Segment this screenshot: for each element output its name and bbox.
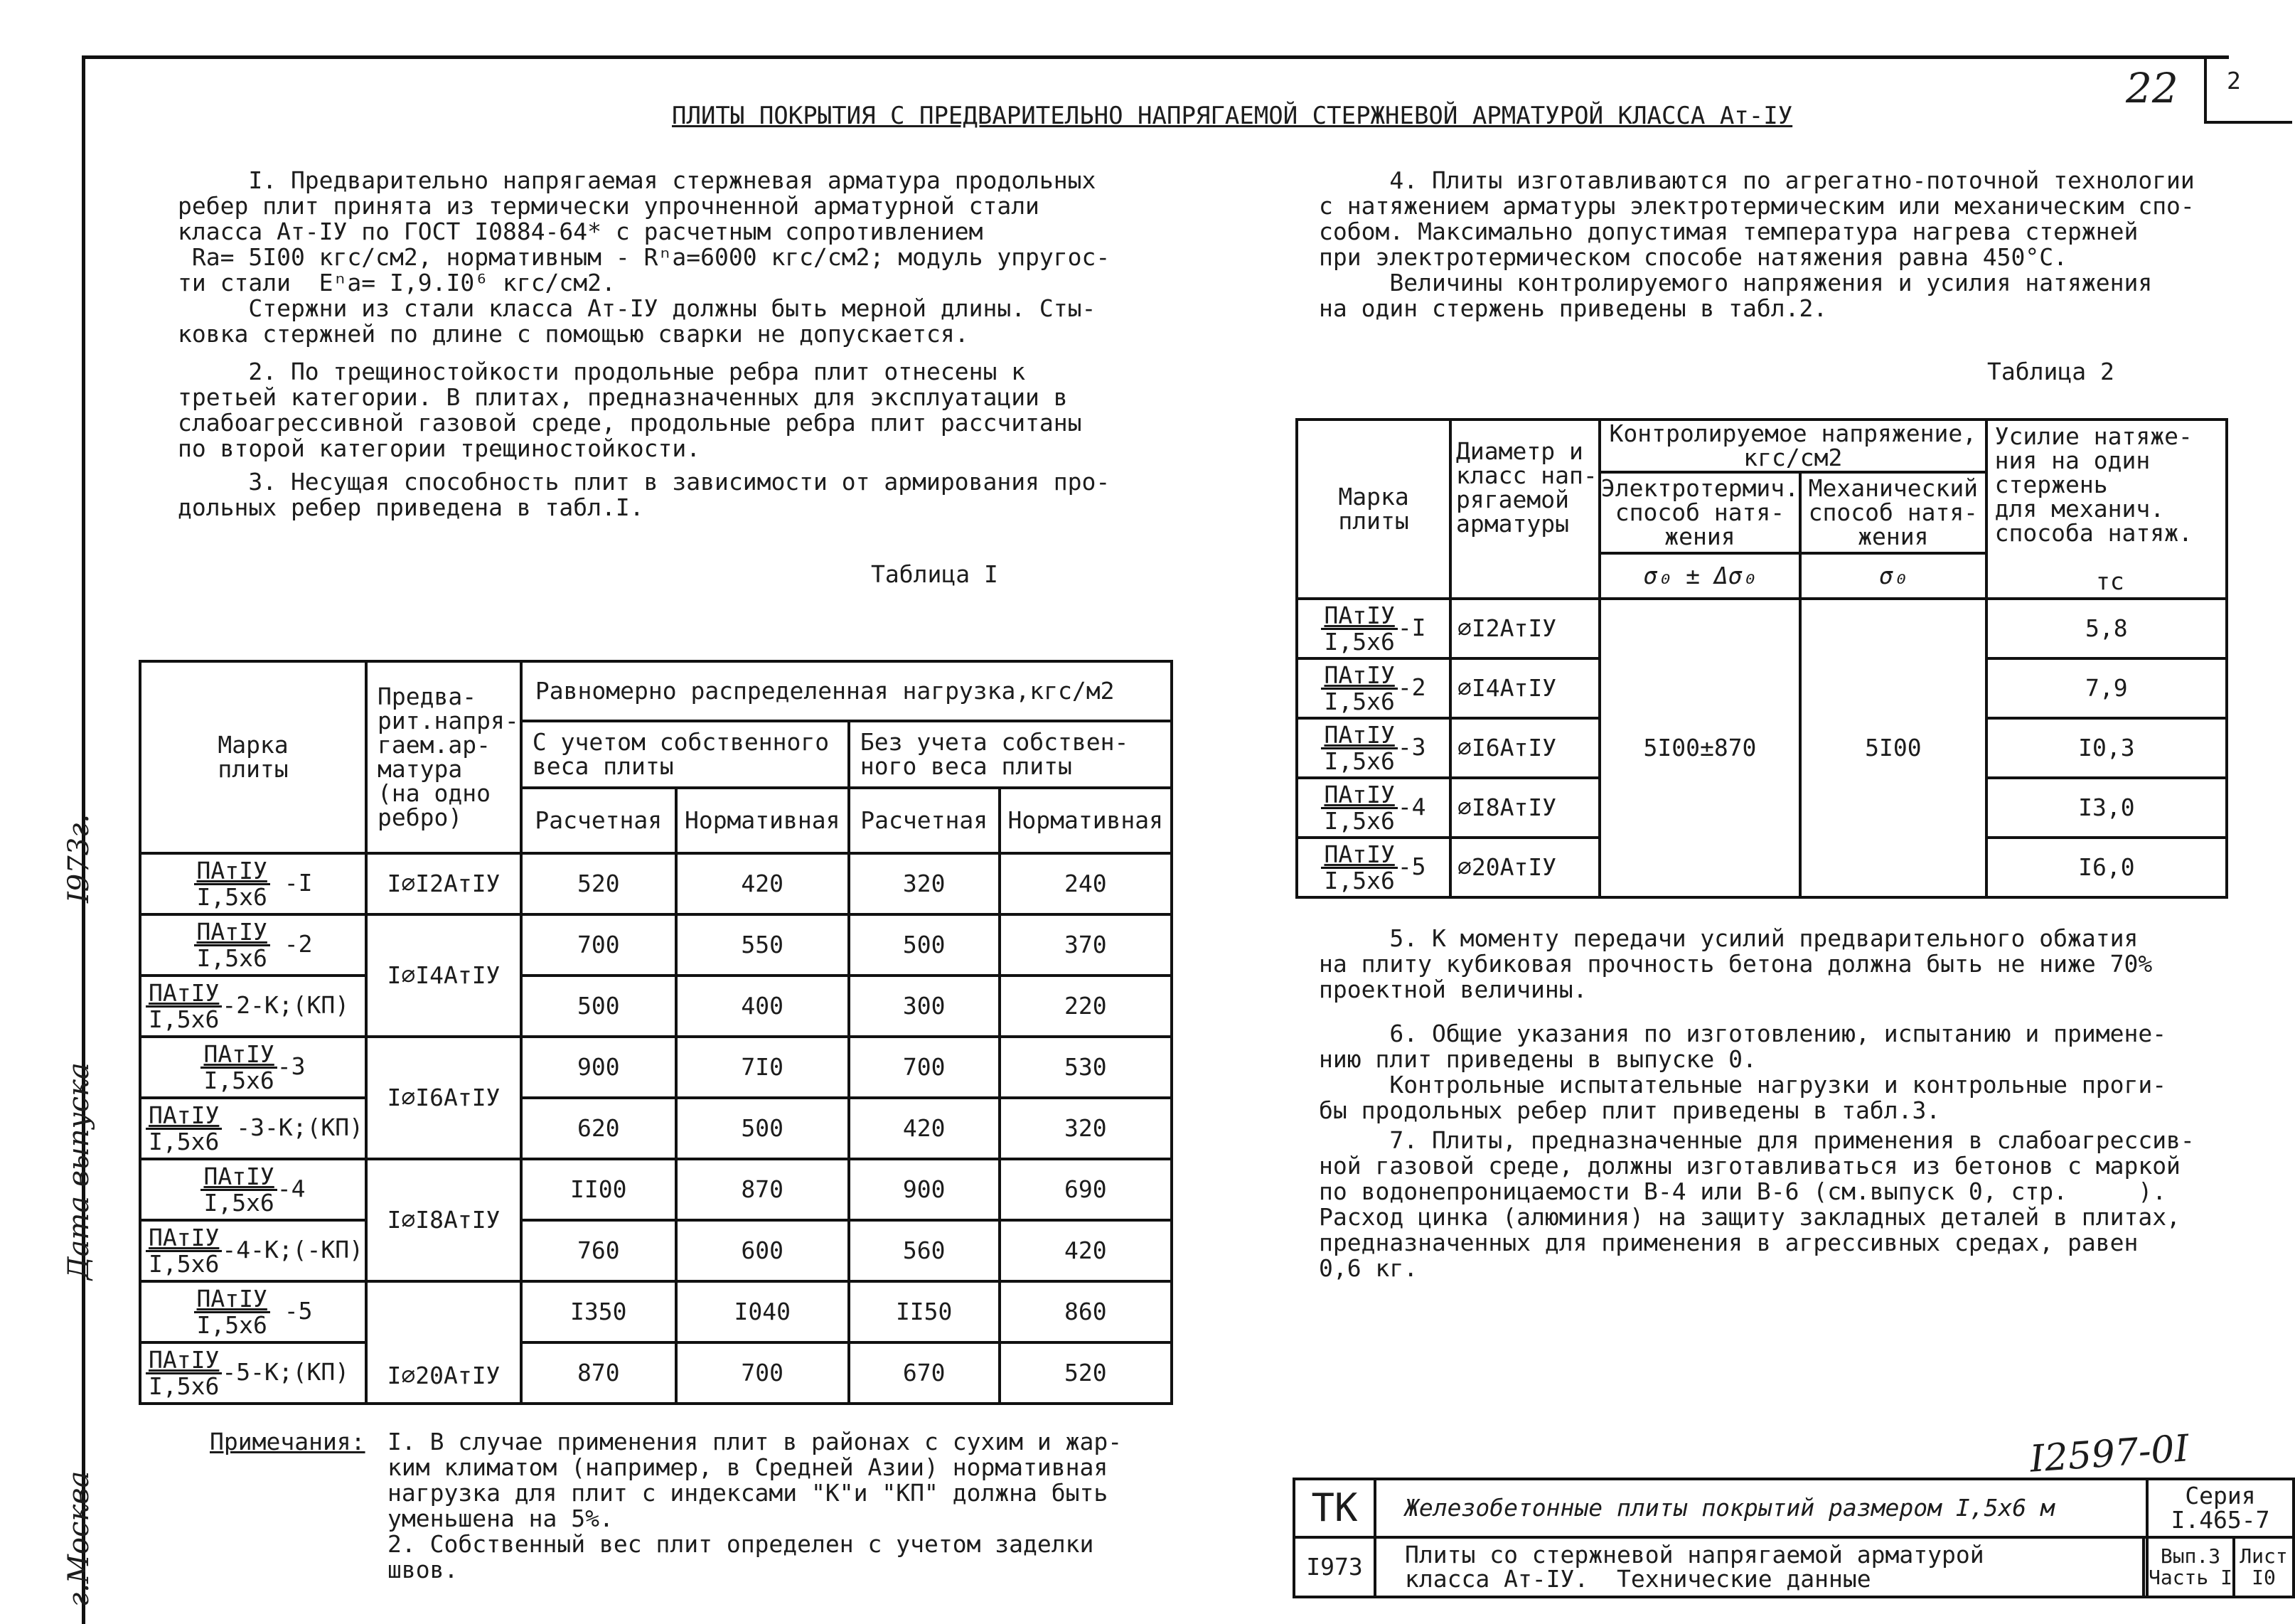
t2-header-mech: Механический способ натя- жения: [1800, 472, 1986, 553]
t1-value-cell: 520: [1000, 1342, 1172, 1404]
t1-rebar-cell: I∅I6АтIУ: [366, 1037, 521, 1159]
mark-denominator: I,5x6: [196, 882, 267, 911]
t1-mark-cell: [140, 1342, 366, 1404]
t2-header-force-unit: тс: [2095, 567, 2124, 595]
paragraph-6: 6. Общие указания по изготовлению, испытанию и примене- нию плит приведены в выпуске 0. Контрольные испытательные нагрузки и контрольные проги- бы продольных ребер плит приведены в табл.3.: [1319, 1020, 2167, 1124]
mark-suffix: -5: [1397, 852, 1426, 880]
t2-force-cell: I6,0: [1986, 838, 2227, 897]
t2-electro-value: 5I00±870: [1600, 599, 1800, 897]
mark-denominator: I,5x6: [196, 944, 267, 972]
mark-denominator: I,5x6: [1324, 747, 1395, 775]
t2-header-diameter: Диаметр и класс нап- рягаемой арматуры: [1450, 420, 1600, 599]
table-row: [1297, 599, 2227, 658]
paragraph-1: I. Предварительно напрягаемая стержневая арматура продольных ребер плит принята из термически упрочненной арматурной стали класса Ат-IУ по ГОСТ I0884-64* с расчетным сопротивлением Rа= 5I00 кгс/см2, нормативным - Rⁿа=6000 кгс/см2; модуль упругос- ти стали Eⁿа= I,9.I0⁶ кгс/см2. Стержни из стали класса Ат-IУ должны быть мерной длины. Сты- ковка стержней по длине с помощью сварки не допускается.: [178, 166, 1111, 348]
t1-value-cell: 500: [849, 914, 1000, 976]
t1-mark-cell: [140, 1281, 366, 1342]
mark-numerator: ПАтIУ: [1321, 843, 1397, 869]
frame-top-line: [82, 55, 2229, 59]
t1-header-mark: Марка плиты: [140, 661, 366, 853]
mark-denominator: I,5x6: [1324, 806, 1395, 835]
t1-mark-cell: [140, 853, 366, 914]
mark-denominator: I,5x6: [203, 1066, 274, 1094]
mark-suffix: -4: [277, 1174, 306, 1202]
notes-label: Примечания:: [210, 1428, 365, 1455]
t2-mark-cell: [1297, 778, 1450, 838]
t1-value-cell: 420: [676, 853, 849, 914]
t1-mark-cell: [140, 976, 366, 1037]
t1-value-cell: 670: [849, 1342, 1000, 1404]
stamp-title-1: Железобетонные плиты покрытий размером I,5x6 м: [1375, 1479, 2147, 1537]
t1-value-cell: 860: [1000, 1281, 1172, 1342]
stamp-list: [2234, 1537, 2294, 1597]
t1-header-load: Равномерно распределенная нагрузка,кгс/м2: [521, 661, 1172, 721]
mark-denominator: I,5x6: [203, 1188, 274, 1217]
t1-value-cell: 560: [849, 1220, 1000, 1281]
t1-value-cell: 320: [1000, 1098, 1172, 1159]
page-title: ПЛИТЫ ПОКРЫТИЯ С ПРЕДВАРИТЕЛЬНО НАПРЯГАЕМОЙ СТЕРЖНЕВОЙ АРМАТУРОЙ КЛАССА Ат-IУ: [672, 102, 1793, 130]
mark-suffix: -5: [269, 1296, 313, 1325]
t1-value-cell: II00: [521, 1159, 676, 1220]
t1-value-cell: 700: [849, 1037, 1000, 1098]
t1-rebar-cell: I∅20АтIУ: [366, 1281, 521, 1404]
t1-value-cell: 240: [1000, 853, 1172, 914]
t1-header-calc-2: Расчетная: [849, 788, 1000, 853]
page-number: 22: [2126, 64, 2178, 112]
table-row: [140, 853, 1172, 914]
t1-value-cell: 700: [521, 914, 676, 976]
t1-mark-cell: [140, 1220, 366, 1281]
t1-value-cell: 220: [1000, 976, 1172, 1037]
t2-force-cell: I0,3: [1986, 718, 2227, 778]
t2-diameter-cell: ∅20АтIУ: [1450, 838, 1600, 897]
paragraph-3: 3. Несущая способность плит в зависимости от армирования про- дольных ребер приведена в табл.I.: [178, 468, 1111, 521]
mark-denominator: I,5x6: [196, 1310, 267, 1339]
mark-numerator: ПАтIУ: [194, 859, 270, 885]
t2-header-electro-symbol: σ₀ ± Δσ₀: [1600, 553, 1800, 599]
t1-value-cell: 500: [676, 1098, 849, 1159]
table-row: [140, 1159, 1172, 1220]
mark-numerator: ПАтIУ: [200, 1042, 277, 1069]
t1-mark-cell: [140, 1159, 366, 1220]
t1-value-cell: 530: [1000, 1037, 1172, 1098]
mark-suffix: -5-К;(КП): [222, 1357, 350, 1386]
mark-denominator: I,5x6: [1324, 687, 1395, 715]
document-number: I2597-0I: [2028, 1427, 2190, 1481]
mark-suffix: -2: [1397, 673, 1426, 701]
t2-header-mech-symbol: σ₀: [1800, 553, 1986, 599]
mark-suffix: -2: [269, 929, 313, 958]
mark-denominator: I,5x6: [149, 1005, 220, 1033]
table-2: [1295, 418, 2228, 899]
t1-mark-cell: [140, 1098, 366, 1159]
table-row: [140, 914, 1172, 976]
t1-rebar-cell: I∅I2АтIУ: [366, 853, 521, 914]
sidebar-year: I973г.: [63, 813, 95, 903]
sidebar-date-label: Дата выпуска: [63, 1062, 95, 1280]
t2-mark-cell: [1297, 838, 1450, 897]
table-row: [140, 1098, 1172, 1159]
mark-numerator: ПАтIУ: [200, 1165, 277, 1191]
t1-header-with-weight: С учетом собственного веса плиты: [521, 721, 849, 788]
mark-suffix: -3: [277, 1052, 306, 1080]
mark-suffix: -I: [1397, 613, 1426, 641]
t1-value-cell: 870: [521, 1342, 676, 1404]
table-row: [140, 976, 1172, 1037]
paragraph-7: 7. Плиты, предназначенные для применения в слабоагрессив- ной газовой среде, должны изготавливаться из бетонов с маркой по водонепроницаемости В-4 или В-6 (см.выпуск 0, стр. ). Расход цинка (алюминия) на защиту закладных деталей в плитах, предназначенных для применения в агрессивных средах, равен 0,6 кг.: [1319, 1126, 2195, 1282]
stamp-tk: ТК: [1294, 1479, 1375, 1537]
t1-value-cell: 900: [849, 1159, 1000, 1220]
stamp-list-value: I0: [2252, 1566, 2276, 1589]
t1-value-cell: 7I0: [676, 1037, 849, 1098]
stamp-year: I973: [1294, 1537, 1375, 1597]
title-block: [1293, 1478, 2295, 1598]
stamp-series-label: Серия: [2185, 1482, 2256, 1510]
stamp-list-label: Лист: [2240, 1544, 2288, 1568]
table-row: [140, 1342, 1172, 1404]
mark-suffix: -3-К;(КП): [222, 1113, 364, 1141]
t2-header-electro: Электротермич. способ натя- жения: [1600, 472, 1800, 553]
mark-suffix: -4: [1397, 792, 1426, 821]
t1-value-cell: 550: [676, 914, 849, 976]
t2-force-cell: I3,0: [1986, 778, 2227, 838]
t1-header-without-weight: Без учета собствен- ного веса плиты: [849, 721, 1172, 788]
table-row: [140, 1037, 1172, 1098]
mark-numerator: ПАтIУ: [1321, 723, 1397, 749]
t2-header-force: [1986, 420, 2227, 599]
t1-value-cell: 620: [521, 1098, 676, 1159]
t1-value-cell: I350: [521, 1281, 676, 1342]
paragraph-4: 4. Плиты изготавливаются по агрегатно-поточной технологии с натяжением арматуры электротермическим или механическим спо- собом. Максимально допустимая температура нагрева стержней при электротермическом способе натяжения равна 450°С. Величины контролируемого напряжения и усилия натяжения на один стержень приведены в табл.2.: [1319, 166, 2195, 322]
mark-denominator: I,5x6: [149, 1372, 220, 1400]
mark-numerator: ПАтIУ: [146, 1226, 222, 1252]
mark-suffix: -2-К;(КП): [222, 990, 350, 1019]
t1-value-cell: II50: [849, 1281, 1000, 1342]
t2-force-cell: 7,9: [1986, 658, 2227, 718]
t1-header-calc-1: Расчетная: [521, 788, 676, 853]
t2-diameter-cell: ∅I4АтIУ: [1450, 658, 1600, 718]
t1-header-rebar: Предва- рит.напря- гаем.ар- матура (на одно ребро): [366, 661, 521, 853]
paragraph-2: 2. По трещиностойкости продольные ребра плит отнесены к третьей категории. В плитах, предназначенных для эксплуатации в слабоагрессивной газовой среде, продольные ребра плит рассчитаны по второй категории трещиностойкости.: [178, 358, 1082, 462]
mark-numerator: ПАтIУ: [194, 1287, 270, 1313]
mark-suffix: -3: [1397, 732, 1426, 761]
t2-mark-cell: [1297, 599, 1450, 658]
mark-numerator: ПАтIУ: [146, 1104, 222, 1130]
t2-header-force-text: Усилие натяже- ния на один стержень для механич. способа натяж.: [1994, 422, 2193, 547]
t2-diameter-cell: ∅I2АтIУ: [1450, 599, 1600, 658]
t1-value-cell: 900: [521, 1037, 676, 1098]
t1-value-cell: 420: [849, 1098, 1000, 1159]
mark-denominator: I,5x6: [149, 1127, 220, 1155]
t2-diameter-cell: ∅I6АтIУ: [1450, 718, 1600, 778]
t1-header-norm-2: Нормативная: [1000, 788, 1172, 853]
t1-value-cell: 400: [676, 976, 849, 1037]
mark-suffix: -I: [269, 868, 313, 897]
stamp-title-2: Плиты со стержневой напрягаемой арматурой класса Ат-IУ. Технические данные: [1375, 1537, 2144, 1597]
t1-value-cell: 320: [849, 853, 1000, 914]
sheet-corner-number: 2: [2227, 67, 2241, 95]
mark-suffix: -4-К;(-КП): [222, 1235, 364, 1264]
t2-header-control: Контролируемое напряжение, кгс/см2: [1600, 420, 1986, 472]
t2-mech-value: 5I00: [1800, 599, 1986, 897]
t2-mark-cell: [1297, 718, 1450, 778]
table-row: [140, 1220, 1172, 1281]
mark-numerator: ПАтIУ: [146, 1348, 222, 1374]
mark-numerator: ПАтIУ: [1321, 663, 1397, 690]
table1-caption: Таблица I: [871, 560, 998, 588]
t1-value-cell: 420: [1000, 1220, 1172, 1281]
t2-mark-cell: [1297, 658, 1450, 718]
t2-header-mark: Марка плиты: [1297, 420, 1450, 599]
t1-value-cell: 600: [676, 1220, 849, 1281]
t1-value-cell: 370: [1000, 914, 1172, 976]
notes-text: I. В случае применения плит в районах с сухим и жар- ким климатом (например, в Средней Азии) нормативная нагрузка для плит с индексами "К"и "КП" должна быть уменьшена на 5%. 2. Собственный вес плит определен с учетом заделки швов.: [387, 1428, 1123, 1583]
mark-denominator: I,5x6: [1324, 627, 1395, 656]
table2-caption: Таблица 2: [1987, 358, 2114, 385]
t1-value-cell: 700: [676, 1342, 849, 1404]
t1-value-cell: 870: [676, 1159, 849, 1220]
t1-rebar-cell: I∅I8АтIУ: [366, 1159, 521, 1281]
table-row: [140, 1281, 1172, 1342]
t1-value-cell: I040: [676, 1281, 849, 1342]
mark-numerator: ПАтIУ: [194, 920, 270, 946]
mark-numerator: ПАтIУ: [1321, 783, 1397, 809]
mark-denominator: I,5x6: [149, 1249, 220, 1278]
t1-value-cell: 300: [849, 976, 1000, 1037]
t1-value-cell: 690: [1000, 1159, 1172, 1220]
t1-mark-cell: [140, 1037, 366, 1098]
t2-diameter-cell: ∅I8АтIУ: [1450, 778, 1600, 838]
stamp-series-value: I.465-7: [2171, 1506, 2270, 1534]
t1-rebar-cell: I∅I4АтIУ: [366, 914, 521, 1037]
t1-mark-cell: [140, 914, 366, 976]
t1-header-norm-1: Нормативная: [676, 788, 849, 853]
t2-force-cell: 5,8: [1986, 599, 2227, 658]
mark-denominator: I,5x6: [1324, 866, 1395, 894]
sheet-corner-box: [2204, 55, 2292, 124]
mark-numerator: ПАтIУ: [146, 981, 222, 1008]
mark-numerator: ПАтIУ: [1321, 604, 1397, 630]
t1-value-cell: 500: [521, 976, 676, 1037]
stamp-vyp: Вып.3 Часть I: [2147, 1537, 2234, 1597]
t1-value-cell: 520: [521, 853, 676, 914]
t1-value-cell: 760: [521, 1220, 676, 1281]
table-1: [139, 660, 1173, 1405]
sidebar-city: г.Москва: [63, 1470, 95, 1607]
paragraph-5: 5. К моменту передачи усилий предварительного обжатия на плиту кубиковая прочность бетона должна быть не ниже 70% проектной величины.: [1319, 924, 2153, 1003]
stamp-series: [2147, 1479, 2294, 1537]
